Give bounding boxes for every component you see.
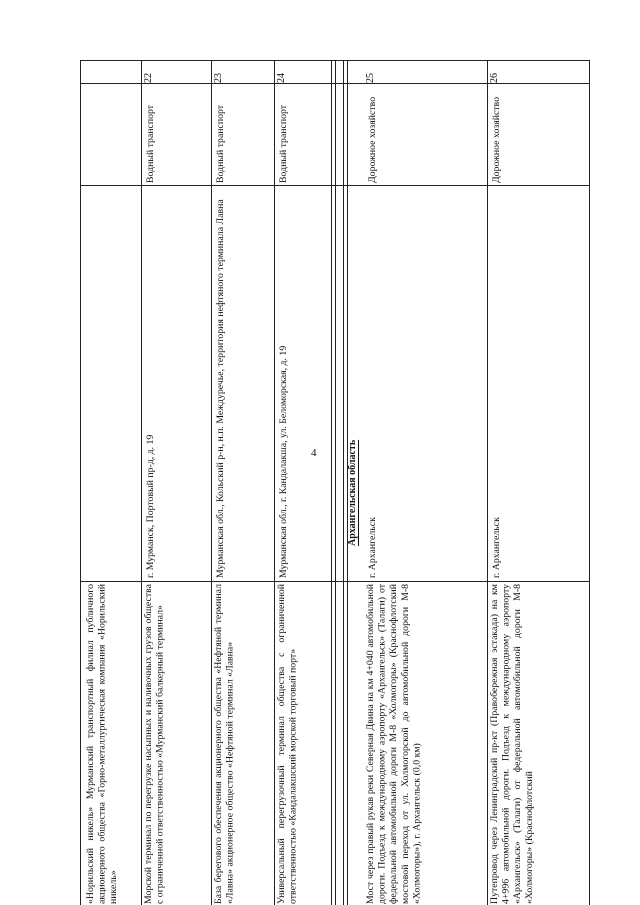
row-sector-cell: Дорожное хозяйство [491, 96, 502, 183]
page-number: 4 [311, 447, 317, 459]
row-number: 25 [365, 73, 376, 83]
row-border [335, 61, 336, 905]
row-name-cell: База берегового обеспечения акционерного общества «Нефтяной терминал «Лавна» акционерное общество «Нефтяной терминал «Лавна» [213, 584, 236, 904]
row-sector-cell: Водный транспорт [215, 104, 226, 183]
row-location-cell: г. Мурманск, Портовый пр-д, д. 19 [145, 434, 156, 578]
row-border [331, 61, 332, 905]
row-name-cell: Мост через правый рукав реки Северная Двина на км 4+040 автомобильной дороги. Подъезд к международному аэропорту «Архангельск» (Талаги) от федеральной автомобильной дороги М-8 «Холмогоры» (Краснофлотский мостовой переход от ул. Холмогорской до автомобильной дороги М-8 «Холмогоры»), г. Архангельск (0,0 км) [365, 584, 423, 904]
row-location-cell: г. Архангельск [491, 517, 502, 578]
row-location-cell: Мурманская обл., Кольский р-н, н.п. Междуречье, территория нефтяного терминала Лавна [215, 199, 226, 578]
row-name-cell: Универсальный перегрузочный терминал общества с ограниченной ответственностью «Кандалакшский морской торговый порт» [276, 584, 299, 904]
row-sector-cell: Водный транспорт [145, 104, 156, 183]
row-border [211, 61, 212, 905]
row-sector-cell: Дорожное хозяйство [367, 96, 378, 183]
row-location-cell: Мурманская обл., г. Кандалакша, ул. Беломорская, д. 19 [278, 345, 289, 578]
row-border [141, 61, 142, 905]
row-border [343, 61, 344, 905]
row-number: 26 [489, 73, 500, 83]
objects-table [80, 60, 590, 905]
row-border [274, 61, 275, 905]
row-border [487, 61, 488, 905]
row-number: 22 [143, 73, 154, 83]
row-name-cell: Морской терминал по перегрузке насыпных и наливочных грузов общества с ограниченной ответственностью «Мурманский балкерный терминал» [143, 584, 166, 904]
row-name-cell: «Норильский никель» Мурманский транспортный филиал публичного акционерного общества «Горно-металлургическая компания «Норильский никель» [85, 584, 120, 904]
region-header: Архангельская область [347, 439, 358, 547]
row-number: 24 [276, 73, 287, 83]
row-sector-cell: Водный транспорт [278, 104, 289, 183]
row-number: 23 [213, 73, 224, 83]
row-location-cell: г. Архангельск [367, 517, 378, 578]
row-name-cell: Путепровод через Ленинградский пр-кт (Правобережная эстакада) на км 4+996 автомобильной дороги. Подъезд к международному аэропорту «Архангельск» (Талаги) от федеральной автомобильной дороги М-8 «Холмогоры» (Краснофлотский [489, 584, 535, 904]
